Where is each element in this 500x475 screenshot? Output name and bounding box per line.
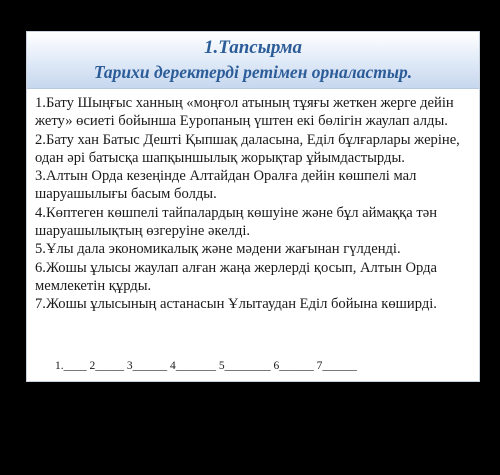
answer-slot-7[interactable]: 7______ xyxy=(316,360,357,372)
task-subtitle: Тарихи деректерді ретімен орналастыр. xyxy=(93,62,413,82)
event-item-4: 4.Көптеген көшпелі тайпалардың көшуіне және бұл аймаққа тән шаруашылықтың өзгеруіне әкелді. xyxy=(35,204,438,240)
answer-slot-4[interactable]: 4_______ xyxy=(170,360,216,372)
answer-slot-1[interactable]: 1.____ xyxy=(55,360,87,372)
answer-slot-2[interactable]: 2_____ xyxy=(89,360,124,372)
answer-slots xyxy=(55,360,357,372)
event-item-5: 5.Ұлы дала экономикалық және мәдени жағынан гүлденді. xyxy=(35,241,401,258)
event-item-3: 3.Алтын Орда кезеңінде Алтайдан Оралға дейін көшпелі мал шаруашылығы басым болды. xyxy=(35,168,417,203)
answer-slot-5[interactable]: 5________ xyxy=(218,360,271,372)
answer-slot-6[interactable]: 6______ xyxy=(273,360,314,372)
event-item-6: 6.Жошы ұлысы жаулап алған жаңа жерлерді қосып, Алтын Орда мемлекетін құрды. xyxy=(35,259,438,294)
answer-slot-3[interactable]: 3______ xyxy=(126,360,168,372)
event-item-7: 7.Жошы ұлысының астанасын Ұлытаудан Еділ бойына көширді. xyxy=(35,296,437,313)
event-item-1: 1.Бату Шыңғыс ханның «моңғол атының тұяғы жеткен жерге дейін жету» өсиеті бойынша Еуропаның үштен екі бөлігін жаулап алды. xyxy=(35,95,454,130)
event-item-2: 2.Бату хан Батыс Дешті Қыпшақ даласына, Еділ бұлғарлары жеріне, одан әрі батысқа шапқыншылық жорықтар ұйымдастырды. xyxy=(35,131,460,166)
task-header xyxy=(27,32,479,89)
event-list xyxy=(35,94,477,314)
task-title: 1.Тапсырма xyxy=(204,37,302,58)
task-card xyxy=(26,31,480,382)
